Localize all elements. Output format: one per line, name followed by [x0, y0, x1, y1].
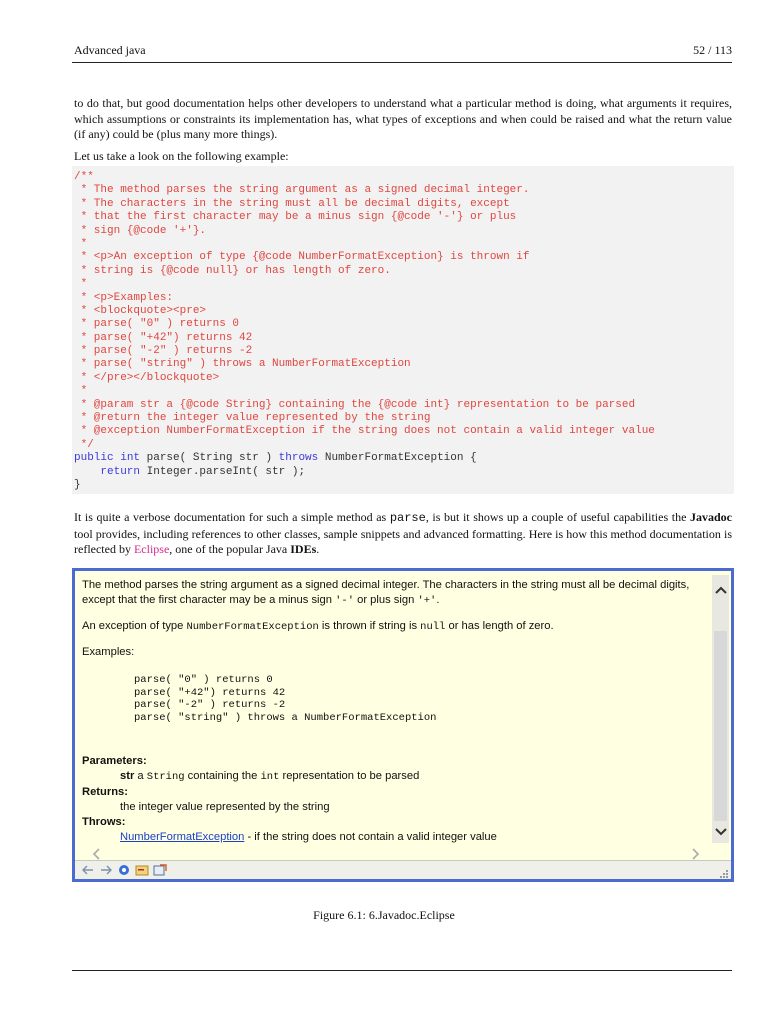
example-line: parse( "-2" ) returns -2 [134, 699, 286, 712]
scroll-down-icon[interactable] [712, 821, 729, 843]
keyword: throws [278, 452, 319, 465]
comment-line: */ [74, 438, 94, 451]
open-declaration-icon[interactable] [135, 863, 149, 877]
comment-line: * The characters in the string must all be decimal digits, except [74, 197, 510, 210]
footer-rule [72, 970, 732, 971]
param-str [82, 769, 712, 785]
comment-line: * @exception NumberFormatException if the string does not contain a valid integer value [74, 425, 655, 438]
text: tool provides, including references to other classes, sample snippets and advanced formatting. Here is how this method documentation is reflected by [74, 526, 732, 556]
throws-heading: Throws: [82, 816, 126, 829]
throws-entry [82, 830, 712, 845]
example-line: parse( "+42") returns 42 [134, 686, 286, 699]
popup-exception-text [82, 619, 712, 635]
comment-line: * The method parses the string argument as a signed decimal integer. [74, 184, 530, 197]
comment-line: /** [74, 171, 94, 183]
code-indent [74, 466, 100, 478]
page-number: 52 / 113 [693, 43, 732, 57]
bold-term: Javadoc [690, 510, 732, 524]
scrollbar-thumb[interactable] [714, 631, 727, 821]
text: . [436, 594, 440, 606]
comment-line: * </pre></blockquote> [74, 371, 220, 384]
inline-code: parse [389, 511, 426, 525]
parameters-heading: Parameters: [82, 755, 147, 768]
example-line: parse( "string" ) throws a NumberFormatException [134, 711, 437, 724]
comment-line: * parse( "+42") returns 42 [74, 331, 253, 344]
text: The method parses the string argument as a signed decimal integer. The characters in the string must all be decimal digits, except that the first character may be a minus sign [82, 579, 690, 606]
scroll-up-icon[interactable] [712, 579, 729, 601]
comment-line: * [74, 278, 88, 291]
keyword: int [120, 452, 141, 465]
comment-line: * [74, 237, 88, 250]
help-icon[interactable] [117, 863, 131, 877]
code-block [72, 166, 734, 494]
text: representation to be parsed [279, 770, 420, 783]
popup-toolbar [75, 860, 731, 879]
text: , is but it shows up a couple of useful capabilities the [425, 510, 690, 524]
document-title: Advanced java [74, 43, 146, 57]
eclipse-link[interactable]: Eclipse [133, 542, 170, 556]
method-signature [74, 452, 732, 465]
code-text: parse( String str ) [140, 452, 279, 465]
figure-caption: Figure 6.1: 6.Javadoc.Eclipse [313, 908, 455, 922]
comment-line: * that the first character may be a minus sign {@code '-'} or plus [74, 211, 517, 224]
page-header [74, 42, 732, 58]
code-text: NumberFormatException { [318, 452, 477, 465]
example-line: parse( "0" ) returns 0 [134, 674, 273, 686]
back-icon[interactable] [81, 863, 95, 877]
resize-grip-icon[interactable] [717, 866, 729, 878]
comment-line: * string is {@code null} or has length of zero. [74, 264, 391, 277]
closing-brace: } [74, 478, 81, 491]
inline-code: '-' [335, 595, 354, 607]
popup-examples [82, 674, 712, 724]
returns-heading: Returns: [82, 786, 128, 799]
text: or plus sign [354, 594, 418, 606]
inline-code: int [260, 771, 280, 784]
comment-line: * <blockquote><pre> [74, 304, 207, 317]
param-name: str [120, 770, 135, 783]
method-body [74, 466, 732, 479]
example-intro: Let us take a look on the following example: [74, 149, 289, 163]
comment-line: * @param str a {@code String} containing the {@code int} representation to be parsed [74, 398, 636, 411]
text: is thrown if string is [318, 620, 421, 632]
forward-icon[interactable] [99, 863, 113, 877]
text: a [134, 770, 147, 783]
eclipse-javadoc-popup [72, 568, 734, 882]
comment-line: * parse( "-2" ) returns -2 [74, 345, 253, 358]
intro-paragraph: to do that, but good documentation helps other developers to understand what a particular method is doing, what arguments it requires, which assumptions or constraints its implementation has, what types of exceptions and when could be raised and what the return value (if any) could be (plus many more things). [74, 96, 732, 141]
javadoc-content [82, 578, 712, 845]
comment-line: * <p>Examples: [74, 291, 174, 304]
comment-line: * @return the integer value represented by the string [74, 412, 431, 425]
returns-text: the integer value represented by the string [120, 801, 330, 814]
comment-line: * parse( "string" ) throws a NumberFormatException [74, 358, 411, 371]
comment-line: * <p>An exception of type {@code NumberFormatException} is thrown if [74, 251, 530, 264]
comment-line: * sign {@code '+'}. [74, 224, 207, 237]
inline-code: '+' [417, 595, 437, 607]
comment-line: * parse( "0" ) returns 0 [74, 318, 240, 331]
body-paragraph [74, 510, 732, 558]
keyword: public [74, 452, 114, 465]
text: . [316, 542, 320, 556]
popup-examples-label: Examples: [82, 646, 135, 658]
inline-code: null [420, 621, 446, 633]
comment-line: * [74, 385, 88, 398]
number-format-exception-link[interactable]: NumberFormatException [120, 831, 245, 844]
header-rule [72, 62, 732, 63]
inline-code: NumberFormatException [186, 621, 319, 633]
bold-term: IDEs [290, 542, 317, 556]
text: It is quite a verbose documentation for such a simple method as [74, 510, 390, 524]
text: , one of the popular Java [169, 542, 291, 556]
text: containing the [184, 770, 261, 783]
text: or has length of zero. [445, 620, 554, 632]
code-text: Integer.parseInt( str ); [140, 465, 306, 478]
popup-description [82, 578, 712, 609]
vertical-scrollbar[interactable] [712, 575, 729, 843]
text: An exception of type [82, 620, 187, 632]
text: - if the string does not contain a valid integer value [244, 831, 497, 844]
javadoc-comment [74, 171, 732, 452]
keyword: return [100, 465, 141, 478]
open-external-icon[interactable] [153, 863, 167, 877]
inline-code: String [146, 771, 185, 784]
